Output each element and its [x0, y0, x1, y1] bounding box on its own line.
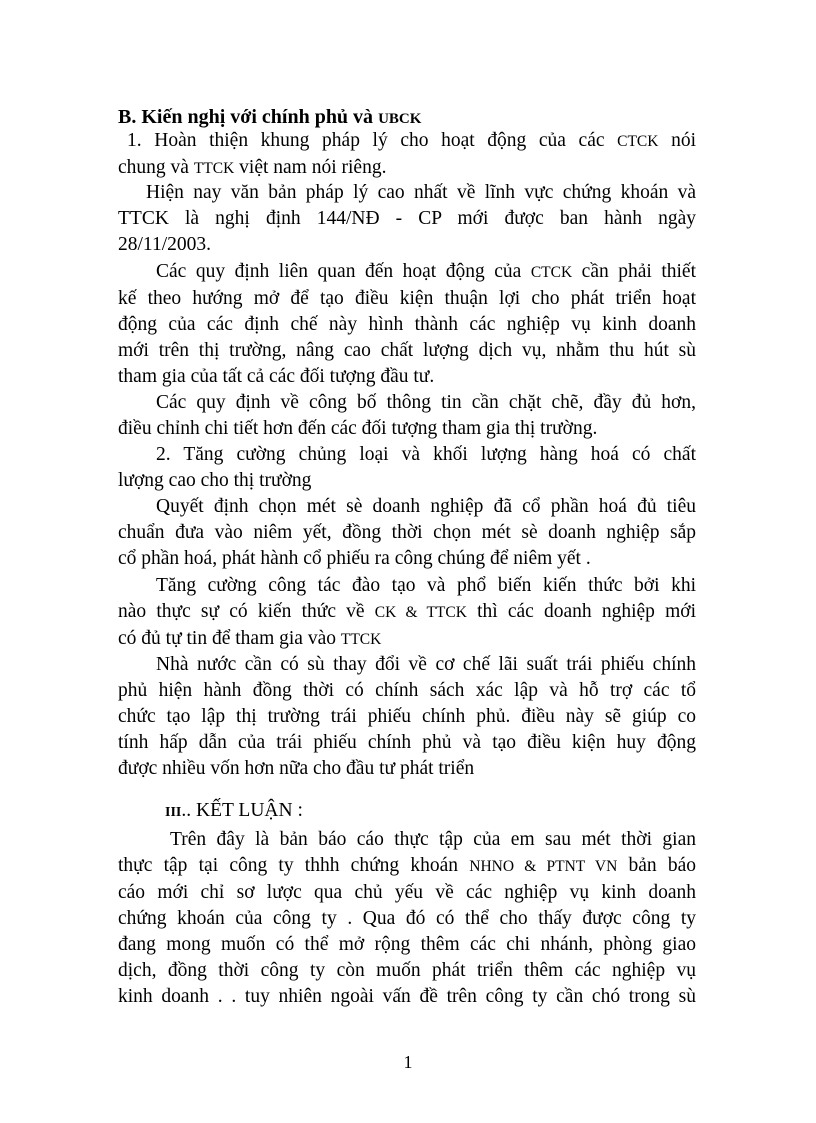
paragraph-training: Tăng cường công tác đào tạo và phổ biến kiến thức bởi khi nào thực sự có kiến thức về CK & TTCK thì các doanh nghiệp mới có đủ tự tin để tham gia vào TTCK: [118, 575, 696, 649]
paragraph-listing: Quyết định chọn mét sè doanh nghiệp đã cổ phần hoá đủ tiêu chuẩn đưa vào niêm yết, đồng thời chọn mét sè doanh nghiệp sắp cổ phần hoá, phát hành cổ phiếu ra công chúng để niêm yết .: [118, 496, 696, 569]
page-number: 1: [403, 1052, 413, 1072]
conclusion-heading: III.. KẾT LUẬN :: [165, 800, 303, 821]
section-heading: B. Kiến nghị với chính phủ và UBCK: [118, 106, 422, 128]
paragraph-ctck-regulations: Các quy định liên quan đến hoạt động của CTCK cần phải thiết kế theo hướng mở để tạo điều kiện thuận lợi cho phát triển hoạt động của các định chế này hình thành các nghiệp vụ kinh doanh mới trên thị trường, nâng cao chất lượng dịch vụ, nhằm thu hút sù tham gia của tất cả các đối tượng đầu tư.: [118, 261, 696, 387]
paragraph-legal-framework: 1. Hoàn thiện khung pháp lý cho hoạt động của các CTCK nói chung và TTCK việt nam nói riêng.: [118, 130, 696, 178]
paragraph-conclusion: Trên đây là bản báo cáo thực tập của em sau mét thời gian thực tập tại công ty thhh chứng khoán NHNO & PTNT VN bản báo cáo mới chỉ sơ lược qua chủ yếu về các nghiệp vụ kinh doanh chứng khoán của công ty . Qua đó có thể cho thấy được công ty đang mong muốn có thể mở rộng thêm các chi nhánh, phòng giao dịch, đồng thời công ty còn muốn phát triển thêm các nghiệp vụ kinh doanh . . tuy nhiên ngoài vấn đề trên công ty cần chó trong sù: [118, 829, 697, 1007]
paragraph-goods-quality: 2. Tăng cường chủng loại và khối lượng hàng hoá có chất lượng cao cho thị trường: [118, 444, 696, 491]
paragraph-disclosure: Các quy định về công bố thông tin cần chặt chẽ, đầy đủ hơn, điều chỉnh chi tiết hơn đến các đối tượng tham gia thị trường.: [118, 392, 696, 439]
paragraph-current-law: Hiện nay văn bản pháp lý cao nhất về lĩnh vực chứng khoán và TTCK là nghị định 144/NĐ - CP mới được ban hành ngày 28/11/2003.: [118, 182, 696, 255]
paragraph-bond-rates: Nhà nước cần có sù thay đổi về cơ chế lãi suất trái phiếu chính phủ hiện hành đồng thời có chính sách xác lập và hỗ trợ các tổ chức tạo lập thị trường trái phiếu chính phủ. điều này sẽ giúp co tính hấp dẫn của trái phiếu chính phủ và tạo điều kiện huy động được nhiều vốn hơn nữa cho đầu tư phát triển: [118, 654, 696, 779]
